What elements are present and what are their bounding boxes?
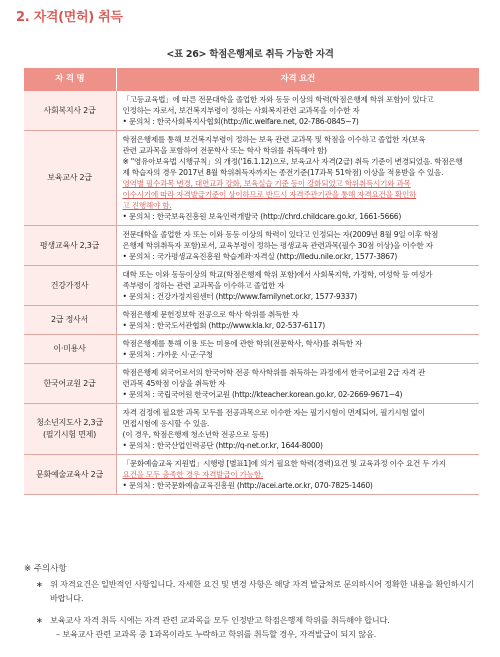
cert-requirements [116,306,479,335]
cert-name: 평생교육사 2,3급 [24,226,117,266]
requirement-line: 영역별 필수과목 변경, 대면교과 강화, 보육실습 기준 등이 강화되었고 학위취득시기와 과목 [122,179,411,188]
cert-name: 청소년지도사 2,3급 (필기시험 면제) [24,404,117,455]
note-1 [36,578,474,606]
table-row [24,266,480,306]
table-body [24,91,480,495]
asterisk-icon: ∗ [36,579,43,589]
cert-requirements [116,335,479,364]
requirement-line: 학점은행제를 통해 이용 또는 미용에 관한 학위(전문학사, 학사)를 취득한 자 [122,339,363,348]
requirement-line: • 문의처 : 한국도서관협회 (http://www.kla.kr, 02-537-6117) [122,321,325,330]
requirement-line: 전문대학을 졸업한 자 또는 이와 동등 이상의 학력이 있다고 인정되는 자(2009년 8월 9일 이후 학점 [122,230,439,239]
cert-requirements [116,455,479,495]
notes-title: ※ 주의사항 [24,564,67,574]
cert-requirements [116,131,479,226]
asterisk-icon: ∗ [36,615,43,625]
certification-table [23,68,479,495]
requirement-line: 학점은행제를 통해 보건복지부령이 정하는 보육 관련 교과목 및 학점을 이수하고 졸업한 자(보육 [122,135,426,144]
requirement-line: 제 학습자의 경우 2017년 8월 학위취득자까지는 종전기준(17과목 51학점) 이상을 적용받을 수 있음. [122,168,444,177]
note-1-text: 위 자격요건은 일반적인 사항입니다. 자세한 요건 및 변경 사항은 해당 자격 발급처로 문의하시어 정확한 내용을 확인하시기 바랍니다. [50,579,474,603]
requirement-line: 고 진행해야 함. [122,201,172,210]
cert-name: 보육교사 2급 [24,131,117,226]
table-row [24,131,480,226]
cert-requirements [116,91,479,131]
note-2 [36,614,474,628]
table-caption: <표 26> 학점은행제로 취득 가능한 자격 [166,49,334,60]
requirement-line: 족부령이 정하는 관련 교과목을 이수하고 졸업한 자 [122,281,285,290]
table-row [24,306,480,335]
cert-name: 사회복지사 2급 [24,91,117,131]
requirement-line: • 문의처 : 한국보육진흥원 보육인력개발국 (http://chrd.childcare.go.kr, 1661-5666) [122,212,402,221]
table-row [24,335,480,364]
cert-requirements [116,404,479,455]
requirement-line: • 문의처 : 한국사회복지사협회(http://lic.welfare.net, 02-786-0845~7) [122,117,359,126]
table-row [24,404,480,455]
requirement-line: 면접시험에 응시할 수 있음. [122,419,210,428]
cert-name: 문화예술교육사 2급 [24,455,117,495]
requirement-line: 련과목 45학점 이상을 취득한 자 [122,379,226,388]
table-row [24,364,480,404]
requirement-line: • 문의처 : 한국산업인력공단 (http://q-net.or.kr, 1644-8000) [122,441,323,450]
requirement-line: • 문의처 : 건강가정지원센터 (http://www.familynet.or.kr, 1577-9337) [122,292,357,301]
note-3 [56,628,474,642]
requirement-line: 학점은행제 문헌정보학 전공으로 학사 학위를 취득한 자 [122,310,299,319]
requirement-line: 관련 교과목을 포함하여 전문학사 또는 학사 학위를 취득해야 함) [122,146,327,155]
header-req: 자격 요건 [116,68,479,91]
requirement-line: 대학 또는 이와 동등이상의 학교(학점은행제 학위 포함)에서 사회복지학, 가정학, 여성학 등 여성가 [122,270,433,279]
requirement-line: • 문의처 : 가까운 시·군·구청 [122,350,213,359]
cert-requirements [116,364,479,404]
requirement-line: • 문의처 : 국가평생교육진흥원 학습계좌·자격실 (http://lledu.nile.or.kr, 1577-3867) [122,252,398,261]
requirement-line: 인정하는 자로서, 보건복지부령이 정하는 사회복지관련 교과목을 이수한 자 [122,106,360,115]
table-row [24,226,480,266]
requirement-line: 「고등교육법」에 따른 전문대학을 졸업한 자와 동등 이상의 학력(학점은행제 학위 포함)이 있다고 [122,95,434,104]
cert-name: 이·미용사 [24,335,117,364]
requirement-line: 은행제 학위취득자 포함)로서, 교육부령이 정하는 평생교육 관련과목(필수 30점 이상)을 이수한 자 [122,241,433,250]
requirement-line: • 문의처 : 한국문화예술교육진흥원 (http://acei.arte.or.kr, 070-7825-1460) [122,481,373,490]
cert-requirements [116,266,479,306]
requirement-line: (이 경우, 학점은행제 청소년학 전공으로 등록) [122,430,269,439]
table-header-row [24,68,480,91]
cert-name: 한국어교원 2급 [24,364,117,404]
cert-name: 2급 정사서 [24,306,117,335]
requirement-line: • 문의처 : 국립국어원 한국어교원 (http://kteacher.korean.go.kr, 02-2669-9671~4) [122,390,403,399]
requirement-line: 이수시기에 따라 자격발급기준이 상이하므로 반드시 자격주관기관을 통해 자격요건을 확인하 [122,190,417,199]
cert-requirements [116,226,479,266]
cert-name: 건강가정사 [24,266,117,306]
table-row [24,91,480,131]
requirement-line: 「문화예술교육 지원법」시행령 [별표1]에 의거 필요한 학력(경력)요건 및 교육과정 이수 요건 두 가지 [122,459,446,468]
note-3-text: – 보육교사 관련 교과목 중 1과목이라도 누락하고 학위를 취득할 경우, 자격발급이 되지 않음. [56,629,377,639]
requirement-line: 요건을 모두 충족한 경우 자격발급이 가능함. [122,470,264,479]
requirement-line: ※ "영유아보육법 시행규칙」의 개정('16.1.12)으로, 보육교사 자격(2급) 취득 기준이 변경되었음. 학점은행 [122,157,463,166]
header-cert: 자 격 명 [24,68,117,91]
requirement-line: 학점은행제 외국어로서의 한국어학 전공 학사학위를 취득하는 과정에서 한국어교원 2급 자격 관 [122,368,426,377]
requirement-line: 자격 검정에 필요한 과목 모두를 전공과목으로 이수한 자는 필기시험이 면제되어, 필기시험 없이 [122,408,425,417]
table-row [24,455,480,495]
section-title: 2. 자격(면허) 취득 [16,10,123,25]
note-2-text: 보육교사 자격 취득 시에는 자격 관련 교과목을 모두 인정받고 학점은행제 학위를 취득해야 합니다. [50,615,390,625]
